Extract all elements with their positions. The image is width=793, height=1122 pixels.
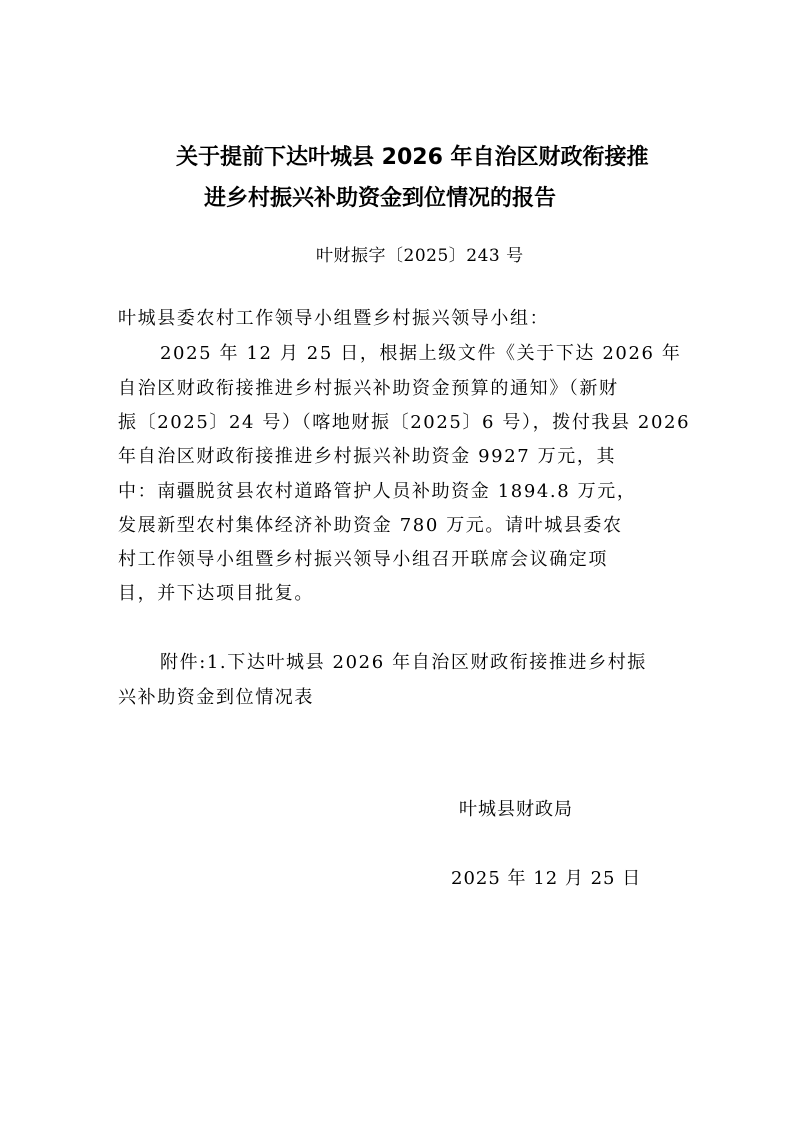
signature-organization: 叶城县财政局 xyxy=(459,799,573,820)
recipient-line: 叶城县委农村工作领导小组暨乡村振兴领导小组： xyxy=(118,308,550,329)
document-title-line-1: 关于提前下达叶城县 2026 年自治区财政衔接推 xyxy=(176,145,649,170)
attachment-line-2: 兴补助资金到位情况表 xyxy=(118,687,314,708)
body-line-6: 发展新型农村集体经济补助资金 780 万元。请叶城县委农 xyxy=(118,515,623,536)
body-line-1: 2025 年 12 月 25 日，根据上级文件《关于下达 2026 年 xyxy=(160,343,682,364)
body-line-7: 村工作领导小组暨乡村振兴领导小组召开联席会议确定项 xyxy=(118,549,608,570)
attachment-line-1: 附件:1.下达叶城县 2026 年自治区财政衔接推进乡村振 xyxy=(160,652,647,673)
body-line-4: 年自治区财政衔接推进乡村振兴补助资金 9927 万元，其 xyxy=(118,446,617,467)
body-line-2: 自治区财政衔接推进乡村振兴补助资金预算的通知》（新财 xyxy=(118,378,619,399)
body-line-8: 目，并下达项目批复。 xyxy=(118,583,314,604)
body-line-3: 振〔2025〕24 号）（喀地财振〔2025〕6 号），拨付我县 2026 xyxy=(118,412,691,433)
document-number: 叶财振字〔2025〕243 号 xyxy=(316,246,524,266)
body-line-5: 中：南疆脱贫县农村道路管护人员补助资金 1894.8 万元， xyxy=(118,481,637,502)
signature-date: 2025 年 12 月 25 日 xyxy=(451,868,642,889)
document-title-line-2: 进乡村振兴补助资金到位情况的报告 xyxy=(204,186,557,211)
